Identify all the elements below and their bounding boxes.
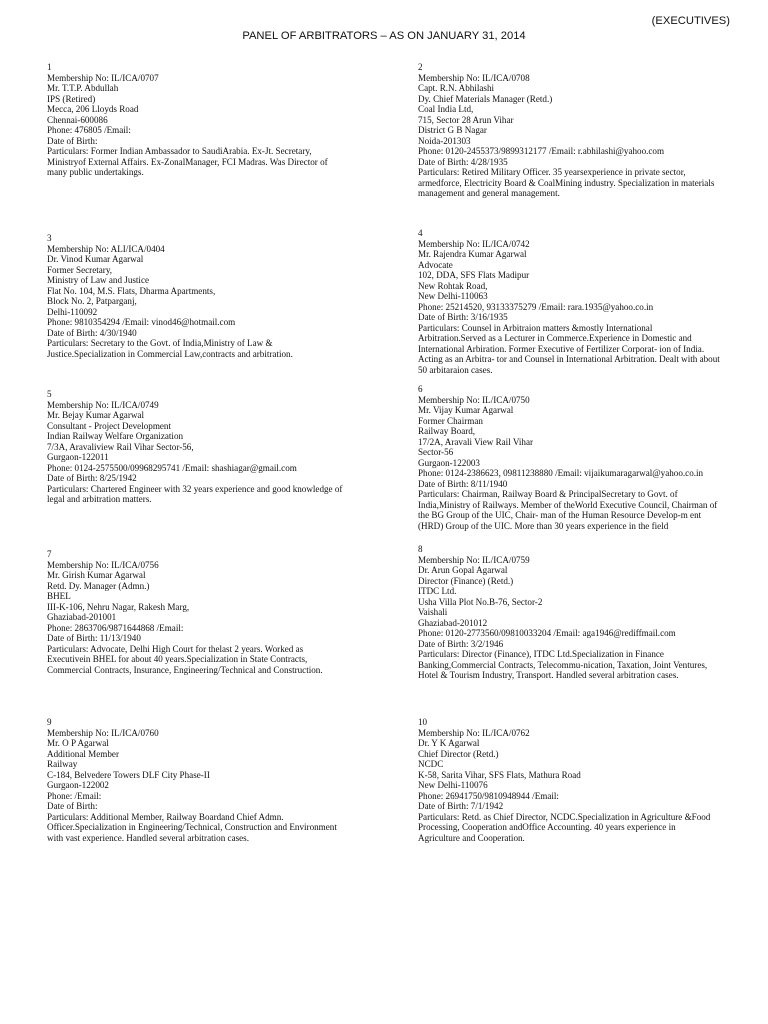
entry-detail-line: Usha Villa Plot No.B-76, Sector-2 (418, 596, 543, 607)
entry-particulars-line: International Arbiration. Former Executive of Fertilizer Corporat- ion of India. (418, 343, 705, 354)
entry-detail-line: Membership No: IL/ICA/0750 (418, 394, 530, 405)
entry-detail-line: Former Chairman (418, 415, 483, 426)
entry-detail-line: Dr. Arun Gopal Agarwal (418, 565, 508, 575)
entry-particulars-line: Particulars: Advocate, Delhi High Court for thelast 2 years. Worked as (47, 643, 304, 654)
entry-particulars-line: 50 arbitaraion cases. (418, 364, 493, 375)
entry-detail-line: New Delhi-110063 (418, 291, 488, 301)
entry-detail-line: Gurgaon-122011 (47, 452, 109, 462)
entry-particulars-line: many public undertakings. (47, 167, 144, 177)
entry-detail-line: Membership No: IL/ICA/0742 (418, 238, 530, 249)
arbitrator-entry (47, 62, 392, 207)
entry-detail-line: Retd. Dy. Manager (Admn.) (47, 580, 150, 591)
entry-detail-line: Dr. Vinod Kumar Agarwal (47, 254, 144, 264)
entry-detail-line: Phone: 26941750/9810948944 /Email: (418, 790, 559, 801)
entry-detail-line: Date of Birth: 4/30/1940 (47, 327, 137, 338)
entry-detail-line: Mecca, 206 Lloyds Road (47, 104, 139, 114)
page-title: PANEL OF ARBITRATORS – AS ON JANUARY 31, 2014 (242, 30, 526, 42)
entry-detail-line: Membership No: IL/ICA/0762 (418, 727, 530, 738)
entry-detail-line: Dy. Chief Materials Manager (Retd.) (418, 93, 553, 104)
entry-detail-line: Vaishali (418, 607, 448, 617)
entry-particulars-line: the BG Group of the UIC, Chair- man of the Human Resource Develop-m ent (418, 510, 702, 520)
entry-detail-line: NCDC (418, 759, 444, 769)
entry-detail-line: Mr. Girish Kumar Agarwal (47, 570, 146, 580)
entry-particulars-line: Hotel & Tourism Industry, Transport. Handled several arbitration cases. (418, 670, 679, 680)
entry-detail-line: Date of Birth: (47, 801, 98, 811)
entry-detail-line: Phone: 0124-2386623, 09811238880 /Email: vijaikumaragarwal@yahoo.co.in (418, 468, 704, 478)
entry-detail-line: District G B Nagar (418, 125, 487, 135)
entry-detail-line: Indian Railway Welfare Organization (47, 431, 184, 441)
entry-detail-line: ITDC Ltd. (418, 586, 457, 596)
arbitrator-entry (418, 717, 763, 857)
entry-detail-line: Railway (47, 759, 78, 769)
entry-particulars-line: Justice.Specialization in Commercial Law,contracts and arbitration. (47, 348, 293, 359)
entry-detail-line: Mr. Vijay Kumar Agarwal (418, 405, 514, 415)
entry-detail-line: 7/3A, Aravaliview Rail Vihar Sector-56, (47, 441, 194, 452)
entry-detail-line: Phone: /Email: (47, 790, 102, 801)
entry-detail-line: Consultant - Project Development (47, 420, 172, 431)
entry-number: 7 (47, 549, 52, 559)
entry-detail-line: Date of Birth: 3/16/1935 (418, 312, 508, 322)
entry-particulars-line: Officer.Specialization in Engineering/Technical, Construction and Environment (47, 822, 337, 832)
entry-number: 5 (47, 389, 52, 399)
entry-particulars-line: Executivein BHEL for about 40 years.Specialization in State Contracts, (47, 654, 308, 664)
entry-detail-line: Phone: 0120-2773560/09810033204 /Email: aga1946@rediffmail.com (418, 628, 676, 638)
entry-detail-line: Phone: 0124-2575500/09968295741 /Email: shashiagar@gmail.com (47, 462, 297, 473)
entry-detail-line: Former Secretary, (47, 264, 113, 275)
entry-detail-line: Ghaziabad-201001 (47, 612, 117, 622)
entry-detail-line: Noida-201303 (418, 135, 471, 146)
entry-particulars-line: Particulars: Retd. as Chief Director, NCDC.Specialization in Agriculture &Food (418, 811, 711, 822)
arbitrator-entry (47, 233, 392, 368)
entry-detail-line: K-58, Sarita Vihar, SFS Flats, Mathura Road (418, 769, 581, 780)
entry-detail-line: Additional Member (47, 748, 119, 759)
entry-detail-line: Mr. T.T.P. Abdullah (47, 83, 119, 93)
entry-detail-line: 715, Sector 28 Arun Vihar (418, 114, 514, 125)
entry-detail-line: Phone: 476805 /Email: (47, 125, 131, 135)
entry-particulars-line: Arbitration.Served as a Lecturer in Commerce.Experience in Domestic and (418, 333, 692, 343)
entry-detail-line: Chief Director (Retd.) (418, 748, 499, 759)
entry-number: 9 (47, 717, 52, 727)
entry-particulars-line: Particulars: Secretary to the Govt. of India,Ministry of Law & (47, 338, 273, 348)
entry-particulars-line: Commercial Contracts, Insurance, Engineering/Technical and Construction. (47, 664, 323, 675)
entry-detail-line: 102, DDA, SFS Flats Madipur (418, 270, 530, 280)
entry-detail-line: Gurgaon-122002 (47, 780, 109, 790)
entry-detail-line: Membership No: IL/ICA/0749 (47, 399, 159, 410)
entry-detail-line: Dr. Y K Agarwal (418, 738, 480, 748)
entry-number: 4 (418, 228, 423, 238)
entry-detail-line: Ghaziabad-201012 (418, 617, 488, 628)
entry-detail-line: Membership No: IL/ICA/0759 (418, 554, 530, 565)
entry-detail-line: New Delhi-110076 (418, 780, 488, 790)
entry-number: 3 (47, 233, 52, 243)
entry-detail-line: Railway Board, (418, 426, 476, 436)
entry-particulars-line: Particulars: Chartered Engineer with 32 years experience and good knowledge of (47, 483, 343, 494)
entry-particulars-line: Particulars: Director (Finance), ITDC Ltd.Specialization in Finance (418, 649, 664, 659)
arbitrator-entry (418, 62, 763, 207)
entry-detail-line: Membership No: IL/ICA/0707 (47, 72, 159, 83)
entry-detail-line: Mr. O P Agarwal (47, 738, 109, 748)
entry-particulars-line: with vast experience. Handled several arbitration cases. (47, 832, 249, 843)
entry-detail-line: Block No. 2, Patparganj, (47, 296, 137, 306)
entry-particulars-line: Banking,Commercial Contracts, Telecommu-nication, Taxation, Joint Ventures, (418, 659, 708, 670)
entry-detail-line: Phone: 9810354294 /Email: vinod46@hotmail.com (47, 317, 236, 327)
entry-detail-line: Chennai-600086 (47, 114, 108, 125)
entry-particulars-line: Particulars: Counsel in Arbitraion matters &mostly International (418, 322, 653, 333)
entry-detail-line: Flat No. 104, M.S. Flats, Dharma Apartments, (47, 285, 216, 296)
entry-particulars-line: Processing, Cooperation andOffice Accounting. 40 years experience in (418, 822, 676, 832)
entry-particulars-line: Agriculture and Cooperation. (418, 832, 525, 843)
entry-particulars-line: Ministryof External Affairs. Ex-ZonalManager, FCI Madras. Was Director of (47, 156, 328, 167)
entry-particulars-line: Acting as an Arbitra- tor and Counsel in International Arbitration. Dealt with about (418, 354, 720, 364)
entry-detail-line: Membership No: IL/ICA/0708 (418, 72, 530, 83)
entry-particulars-line: Particulars: Retired Military Officer. 35 yearsexperience in private sector, (418, 167, 686, 177)
entry-detail-line: Ministry of Law and Justice (47, 275, 150, 285)
entry-particulars-line: Particulars: Chairman, Railway Board & PrincipalSecretary to Govt. of (418, 489, 678, 499)
entry-detail-line: Mr. Rajendra Kumar Agarwal (418, 249, 527, 259)
entry-particulars-line: Particulars: Former Indian Ambassador to SaudiArabia. Ex-Jt. Secretary, (47, 146, 312, 156)
entry-particulars-line: armedforce, Electricity Board & CoalMining industry. Specialization in materials (418, 177, 715, 188)
arbitrator-entry (47, 717, 392, 857)
entry-number: 6 (418, 384, 423, 394)
arbitrator-entry (47, 549, 392, 684)
entry-detail-line: Date of Birth: 11/13/1940 (47, 633, 141, 643)
entry-particulars-line: (HRD) Group of the UIC. More than 30 years experience in the field (418, 520, 669, 531)
entry-detail-line: Phone: 0120-2455373/9899312177 /Email: r.abhilashi@yahoo.com (418, 146, 665, 156)
entry-detail-line: Mr. Bejay Kumar Agarwal (47, 410, 144, 420)
arbitrator-entry (418, 544, 763, 689)
entry-number: 10 (418, 717, 428, 727)
entry-detail-line: Gurgaon-122003 (418, 457, 480, 468)
entry-detail-line: Date of Birth: 8/25/1942 (47, 473, 137, 483)
entry-particulars-line: legal and arbitration matters. (47, 494, 152, 504)
entry-detail-line: Membership No: IL/ICA/0756 (47, 559, 159, 570)
entry-detail-line: Date of Birth: (47, 135, 98, 146)
category-label: (EXECUTIVES) (651, 15, 730, 27)
entry-detail-line: 17/2A, Aravali View Rail Vihar (418, 436, 534, 447)
entry-detail-line: Date of Birth: 4/28/1935 (418, 156, 508, 167)
entry-detail-line: Date of Birth: 7/1/1942 (418, 801, 504, 811)
arbitrator-entry (418, 384, 763, 538)
entry-particulars-line: management and general management. (418, 188, 560, 198)
entry-detail-line: Sector-56 (418, 447, 454, 457)
entry-detail-line: III-K-106, Nehru Nagar, Rakesh Marg, (47, 601, 190, 612)
entry-detail-line: Coal India Ltd, (418, 104, 474, 114)
entry-detail-line: Delhi-110092 (47, 306, 98, 317)
entry-number: 2 (418, 62, 423, 72)
entry-particulars-line: India,Ministry of Railways. Member of theWorld Executive Council, Chairman of (418, 499, 718, 510)
entry-number: 1 (47, 62, 52, 72)
entry-detail-line: New Rohtak Road, (418, 280, 488, 291)
entry-detail-line: Membership No: ALI/ICA/0404 (47, 243, 165, 254)
entry-detail-line: Date of Birth: 8/11/1940 (418, 478, 508, 489)
arbitrator-entry (418, 228, 763, 383)
entry-detail-line: Phone: 2863706/9871644868 /Email: (47, 622, 184, 633)
entry-detail-line: C-184, Belvedere Towers DLF City Phase-II (47, 769, 210, 780)
entry-detail-line: Membership No: IL/ICA/0760 (47, 727, 159, 738)
entry-detail-line: Advocate (418, 259, 453, 270)
entry-detail-line: Date of Birth: 3/2/1946 (418, 638, 504, 649)
arbitrator-entry (47, 389, 392, 519)
entry-detail-line: Capt. R.N. Abhilashi (418, 83, 495, 93)
entry-detail-line: BHEL (47, 591, 71, 601)
entry-number: 8 (418, 544, 423, 554)
entry-detail-line: IPS (Retired) (47, 93, 96, 104)
entry-particulars-line: Particulars: Additional Member, Railway Boardand Chief Admn. (47, 811, 284, 822)
entry-detail-line: Director (Finance) (Retd.) (418, 575, 514, 586)
entry-detail-line: Phone: 25214520, 93133375279 /Email: rara.1935@yahoo.co.in (418, 301, 654, 312)
